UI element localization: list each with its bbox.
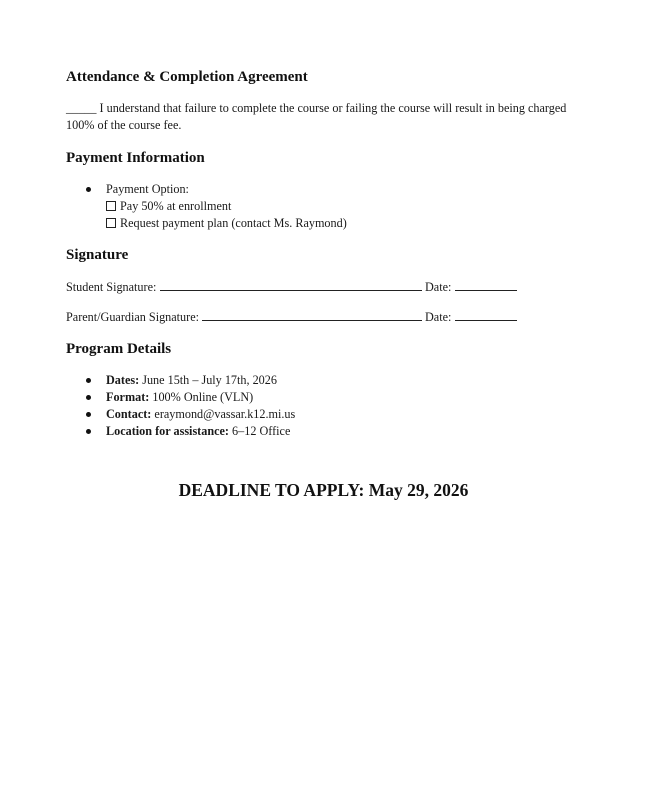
attendance-heading: Attendance & Completion Agreement bbox=[66, 69, 308, 85]
attendance-paragraph bbox=[66, 100, 586, 134]
program-format-label: Format: bbox=[106, 390, 150, 404]
payment-option-label: Payment Option: bbox=[106, 182, 189, 196]
student-signature-row bbox=[66, 279, 526, 296]
bullet-icon bbox=[86, 395, 91, 400]
payment-option-item bbox=[84, 181, 347, 232]
program-dates-value: June 15th – July 17th, 2026 bbox=[139, 373, 277, 387]
program-contact-label: Contact: bbox=[106, 407, 152, 421]
payment-option-plan-label: Request payment plan (contact Ms. Raymond) bbox=[120, 216, 347, 230]
bullet-icon bbox=[86, 378, 91, 383]
parent-date-label: Date: bbox=[425, 310, 452, 324]
payment-option-50[interactable] bbox=[106, 198, 347, 215]
program-item-dates bbox=[84, 372, 295, 389]
program-location-value: 6–12 Office bbox=[229, 424, 291, 438]
bullet-icon bbox=[86, 412, 91, 417]
program-item-contact bbox=[84, 406, 295, 423]
student-signature-label: Student Signature: bbox=[66, 280, 157, 294]
payment-list bbox=[84, 181, 347, 232]
attendance-text-line1: I understand that failure to complete the course or failing the course will result in being charged bbox=[96, 101, 567, 115]
payment-option-50-label: Pay 50% at enrollment bbox=[120, 199, 232, 213]
program-heading: Program Details bbox=[66, 341, 172, 357]
parent-signature-row bbox=[66, 309, 526, 326]
checkbox-icon[interactable] bbox=[106, 201, 116, 211]
program-item-location bbox=[84, 423, 295, 440]
student-date-field[interactable] bbox=[455, 290, 517, 291]
program-list bbox=[84, 372, 295, 440]
parent-signature-label: Parent/Guardian Signature: bbox=[66, 310, 200, 324]
parent-signature-field[interactable] bbox=[202, 320, 422, 321]
program-dates-label: Dates: bbox=[106, 373, 140, 387]
checkbox-icon[interactable] bbox=[106, 218, 116, 228]
program-format-value: 100% Online (VLN) bbox=[149, 390, 254, 404]
payment-heading: Payment Information bbox=[66, 150, 205, 166]
program-location-label: Location for assistance: bbox=[106, 424, 229, 438]
program-contact-value: eraymond@vassar.k12.mi.us bbox=[151, 407, 296, 421]
deadline-banner: DEADLINE TO APPLY: May 29, 2026 bbox=[178, 480, 469, 500]
payment-option-plan[interactable] bbox=[106, 215, 347, 232]
parent-date-field[interactable] bbox=[455, 320, 517, 321]
signature-heading: Signature bbox=[66, 247, 129, 263]
attendance-text-line2: 100% of the course fee. bbox=[66, 118, 182, 132]
program-item-format bbox=[84, 389, 295, 406]
student-signature-field[interactable] bbox=[160, 290, 422, 291]
bullet-icon bbox=[86, 187, 91, 192]
initials-blank[interactable]: _____ bbox=[66, 101, 97, 115]
student-date-label: Date: bbox=[425, 280, 452, 294]
bullet-icon bbox=[86, 429, 91, 434]
